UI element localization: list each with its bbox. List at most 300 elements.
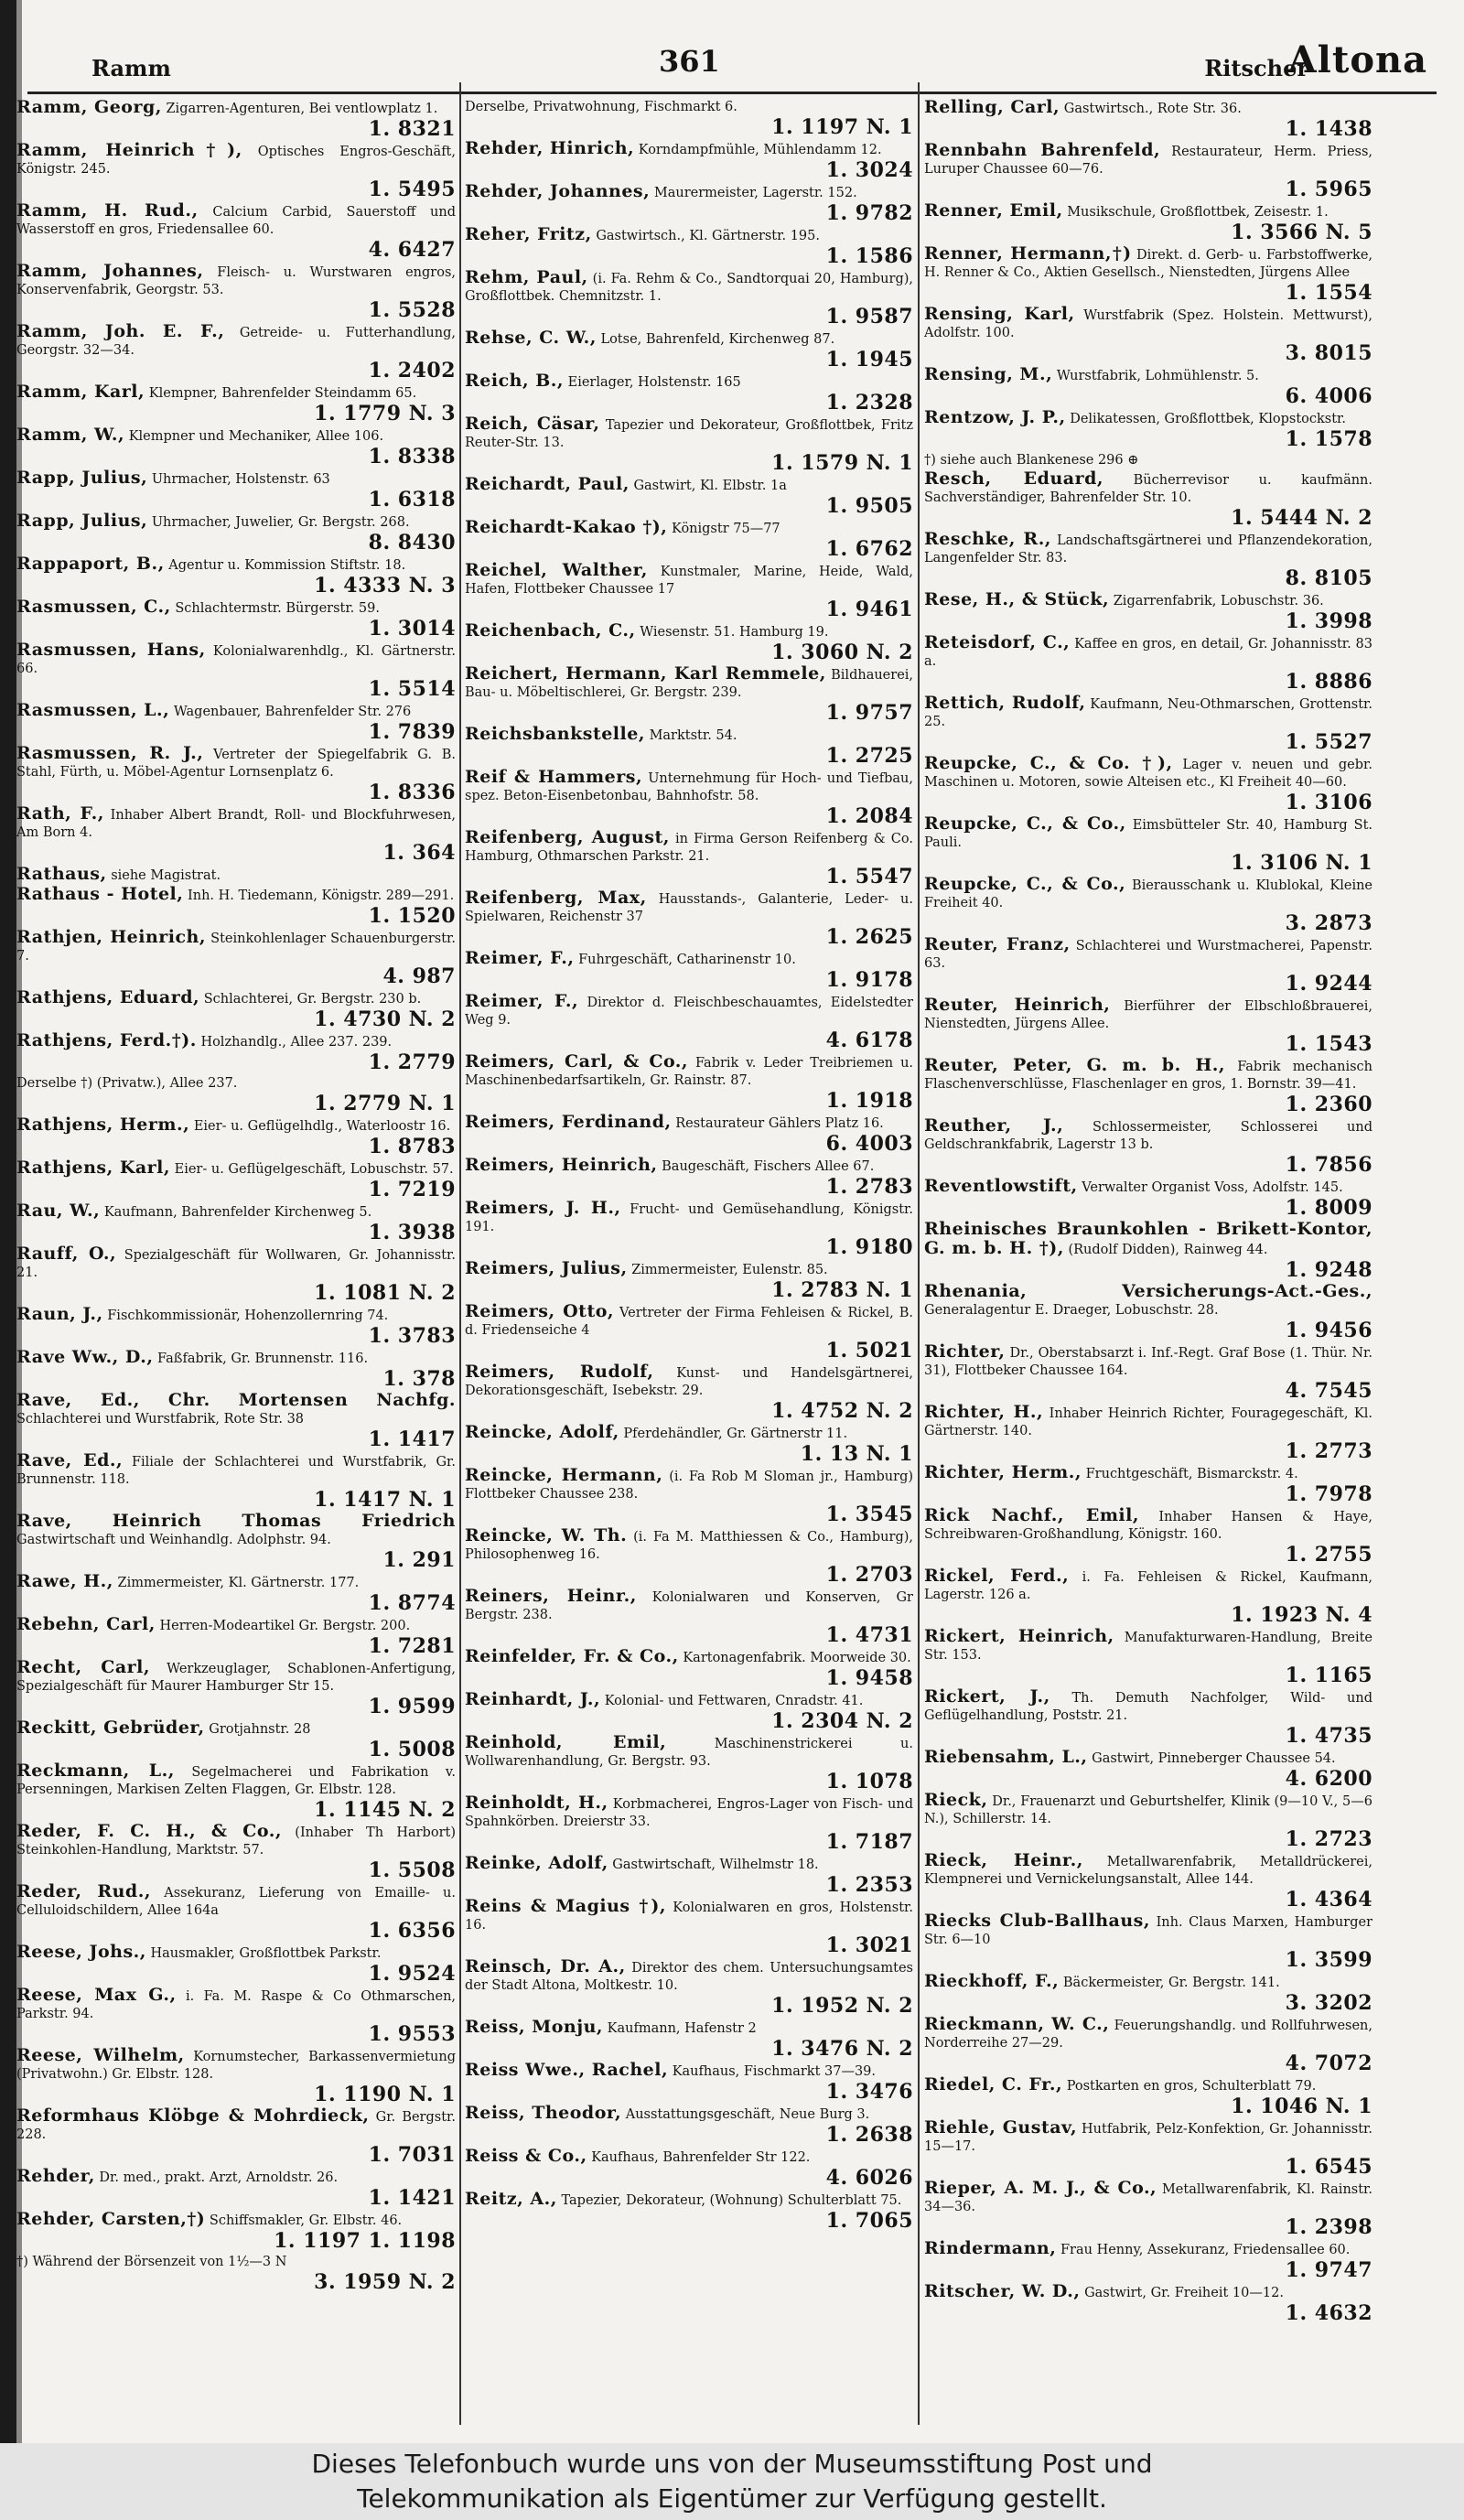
entry-description: Baugeschäft, Fischers Allee 67. (662, 1159, 875, 1174)
entry-phone-number: 1. 1046 N. 1 (1231, 2095, 1372, 2118)
entry-phone-number: 1. 3545 (825, 1502, 913, 1526)
entry-description: Marktstr. 54. (649, 728, 737, 743)
entry-phone-number: 1. 1586 (825, 244, 913, 268)
entry-name: Reimers, Julius, (465, 1258, 628, 1278)
directory-entry (465, 950, 913, 992)
directory-entry (16, 1075, 456, 1115)
entry-name: Recht, Carl, (16, 1657, 151, 1677)
entry-phone-number: 1. 5965 (1285, 178, 1372, 201)
entry-description: Wiesenstr. 51. Hamburg 19. (640, 625, 829, 640)
entry-phone-number: 1. 2398 (1285, 2215, 1372, 2239)
entry-name: Richter, Herm., (924, 1462, 1082, 1482)
directory-entry (465, 140, 913, 182)
entry-name: Renner, Emil, (924, 200, 1063, 221)
entry-description: Fleisch- u. Wurstwaren engros, Konservenfabrik, Georgstr. 53. (16, 265, 456, 297)
entry-description: Kunst- und Handelsgärtnerei, Dekorationsgeschäft, Isebekstr. 29. (465, 1366, 913, 1398)
entry-name: Relling, Carl, (924, 99, 1060, 117)
entry-name: Reichsbankstelle, (465, 724, 645, 744)
entry-name: Reventlowstift, (924, 1176, 1078, 1196)
directory-entry (16, 641, 456, 701)
entry-name: Reuter, Heinrich, (924, 995, 1111, 1015)
entry-phone-number: 1. 1417 N. 1 (314, 1488, 456, 1512)
entry-name: Rathaus - Hotel, (16, 884, 184, 904)
entry-phone-number: 1. 2402 (368, 359, 456, 382)
entry-name: Rathjens, Eduard, (16, 987, 200, 1007)
entry-phone-number: 4. 6200 (1285, 1767, 1372, 1791)
entry-description: Schlachtermstr. Bürgerstr. 59. (175, 601, 380, 616)
entry-name: Reiners, Heinr., (465, 1586, 637, 1606)
entry-name: Reupcke, C., & Co., (924, 813, 1126, 834)
directory-entry (924, 996, 1372, 1056)
directory-entry (16, 1349, 456, 1391)
entry-phone-number: 1. 5495 (368, 178, 456, 201)
entry-name: Ramm, Heinrich†), (16, 140, 242, 160)
entry-name: Resch, Eduard, (924, 468, 1103, 489)
entry-name: Richter, (924, 1341, 1006, 1362)
entry-description: Kunstmaler, Marine, Heide, Wald, Hafen, Flottbeker Chaussee 17 (465, 565, 913, 597)
entry-phone-number: 1. 9244 (1285, 972, 1372, 996)
entry-name: Ramm, Karl, (16, 382, 145, 402)
directory-entry (465, 1200, 913, 1259)
entry-phone-number: 3. 1959 N. 2 (314, 2270, 456, 2294)
entry-description: Eimsbütteler Str. 40, Hamburg St. Pauli. (924, 818, 1372, 850)
directory-entry (16, 886, 456, 928)
entry-phone-number: 1. 9461 (825, 598, 913, 621)
entry-name: Rehm, Paul, (465, 267, 588, 287)
header-rule (27, 92, 1437, 94)
footer-notice (0, 2443, 1464, 2520)
directory-entry (465, 2062, 913, 2104)
entry-name: Reiss, Theodor, (465, 2103, 622, 2123)
directory-entry (465, 889, 913, 949)
entry-phone-number: 1. 7856 (1285, 1153, 1372, 1177)
entry-name: Rennbahn Bahrenfeld, (924, 140, 1161, 160)
entry-description: Dr., Oberstabsarzt i. Inf.-Regt. Graf Bose (1. Thür. Nr. 31), Flottbeker Chaussee 164. (924, 1346, 1372, 1378)
directory-entry (16, 99, 456, 141)
entry-name: Reimers, Otto, (465, 1301, 615, 1321)
entry-description: Gastwirtsch., Rote Str. 36. (1063, 102, 1242, 116)
entry-phone-number: 1. 8321 (368, 117, 456, 141)
entry-description: Landschaftsgärtnerei und Pflanzendekoration, Langenfelder Str. 83. (924, 533, 1372, 565)
entry-description: Faßfabrik, Gr. Brunnenstr. 116. (157, 1352, 369, 1366)
header-first-entry: Ramm (92, 55, 171, 81)
entry-description: Gastwirtschaft und Weinhandlg. Adolphstr. 94. (16, 1533, 331, 1547)
directory-entry (16, 1616, 456, 1658)
entry-name: Riedel, C. Fr., (924, 2074, 1063, 2095)
entry-name: Rebehn, Carl, (16, 1614, 156, 1634)
directory-entry (16, 2168, 456, 2210)
directory-entry (16, 2254, 456, 2294)
entry-phone-number: 3. 2873 (1285, 911, 1372, 935)
directory-entry (16, 1245, 456, 1305)
entry-name: Rasmussen, C., (16, 597, 171, 617)
entry-phone-number: 1. 2625 (825, 925, 913, 949)
directory-entry (924, 142, 1372, 201)
directory-entry (924, 99, 1372, 141)
entry-name: Rehder, Carsten,†) (16, 2209, 206, 2229)
entry-phone-number: 1. 1081 N. 2 (314, 1281, 456, 1305)
entry-phone-number: 1. 9180 (825, 1235, 913, 1259)
directory-entry (924, 2240, 1372, 2282)
directory-entry (465, 1691, 913, 1733)
entry-description: Vertreter der Firma Fehleisen & Rickel, B. d. Friedenseiche 4 (465, 1306, 913, 1338)
entry-name: Rehder, (16, 2166, 95, 2186)
directory-entry (465, 226, 913, 268)
directory-entry (924, 409, 1372, 451)
entry-description: Fruchtgeschäft, Bismarckstr. 4. (1085, 1467, 1298, 1481)
entry-description: siehe Magistrat. (111, 868, 221, 883)
entry-phone-number: 1. 2725 (825, 744, 913, 768)
directory-entry (16, 1452, 456, 1512)
entry-name: Reher, Fritz, (465, 224, 592, 244)
entry-name: Reinsch, Dr. A., (465, 1956, 626, 1976)
entry-name: Reteisdorf, C., (924, 632, 1071, 652)
entry-description: Eier- u. Geflügelgeschäft, Lobuschstr. 57. (174, 1162, 454, 1177)
entry-name: Reiss Wwe., Rachel, (465, 2060, 669, 2080)
entry-description: Uhrmacher, Holstenstr. 63 (151, 472, 330, 487)
entry-phone-number: 1. 5528 (368, 298, 456, 322)
entry-phone-number: 1. 5514 (368, 677, 456, 701)
entry-description: Metallwarenfabrik, Kl. Rainstr. 34—36. (924, 2182, 1372, 2214)
entry-phone-number: 1. 1554 (1285, 281, 1372, 305)
entry-phone-number: 1. 2783 (825, 1175, 913, 1199)
entry-phone-number: 1. 2723 (1285, 1827, 1372, 1851)
entry-phone-number: 8. 8105 (1285, 566, 1372, 590)
entry-description: Zimmermeister, Eulenstr. 85. (631, 1263, 828, 1277)
header-last-entry: Ritscher (1204, 55, 1308, 81)
entry-description: Metallwarenfabrik, Metalldrückerei, Klempnerei und Vernickelungsanstalt, Allee 144. (924, 1855, 1372, 1887)
entry-name: Ritscher, W. D., (924, 2281, 1081, 2301)
entry-name: Rave, Ed., Chr. Mortensen Nachfg. (16, 1390, 456, 1410)
entry-phone-number: 1. 13 N. 1 (800, 1442, 913, 1466)
entry-name: Raun, J., (16, 1304, 103, 1324)
directory-entry (924, 470, 1372, 530)
entry-description: Getreide- u. Futterhandlung, Georgstr. 32—34. (16, 326, 456, 358)
directory-entry (16, 1823, 456, 1882)
entry-description: Schlachterei und Wurstfabrik, Rote Str. 38 (16, 1412, 305, 1427)
entry-phone-number: 1. 8774 (368, 1591, 456, 1615)
entry-name: Reincke, Adolf, (465, 1422, 619, 1442)
directory-entry (465, 1527, 913, 1587)
entry-phone-number: 1. 378 (382, 1367, 456, 1391)
entry-phone-number: 1. 1579 N. 1 (771, 451, 913, 475)
entry-name: Reins & Magius †), (465, 1896, 667, 1916)
entry-phone-number: 1. 1190 N. 1 (314, 2083, 456, 2106)
entry-name: Reichenbach, C., (465, 620, 636, 641)
directory-entry (924, 2119, 1372, 2179)
directory-entry (16, 1762, 456, 1822)
entry-description: Gastwirt, Kl. Elbstr. 1a (633, 479, 787, 493)
entry-phone-number: 1. 7978 (1285, 1482, 1372, 1506)
entry-description: Hausstands-, Galanterie, Leder- u. Spielwaren, Reichenstr 37 (465, 892, 913, 924)
entry-phone-number: 1. 2773 (1285, 1439, 1372, 1463)
directory-entry (924, 1852, 1372, 1912)
directory-entry (16, 1987, 456, 2046)
entry-phone-number: 1. 291 (382, 1548, 456, 1572)
entry-description: Zimmermeister, Kl. Gärtnerstr. 177. (117, 1576, 360, 1590)
directory-entry (924, 876, 1372, 935)
entry-description: Derselbe, Privatwohnung, Fischmarkt 6. (465, 100, 737, 114)
entry-description: Restaurateur, Herm. Priess, Luruper Chaussee 60—76. (924, 145, 1372, 177)
entry-phone-number: 1. 4731 (825, 1623, 913, 1647)
directory-entry (465, 1898, 913, 1957)
directory-entry (924, 366, 1372, 408)
entry-phone-number: 1. 1145 N. 2 (314, 1798, 456, 1822)
entry-phone-number: 1. 9178 (825, 968, 913, 992)
entry-name: Riehle, Gustav, (924, 2117, 1078, 2138)
directory-entry (924, 2180, 1372, 2239)
entry-name: Reimers, Rudolf, (465, 1362, 654, 1382)
directory-entry (465, 622, 913, 664)
directory-entry (465, 2019, 913, 2061)
entry-description: Filiale der Schlachterei und Wurstfabrik, Gr. Brunnenstr. 118. (16, 1455, 456, 1487)
directory-entry (16, 383, 456, 425)
entry-name: Reupcke, C., & Co. †), (924, 753, 1173, 773)
directory-entry (924, 1057, 1372, 1116)
entry-description: Frucht- und Gemüsehandlung, Königstr. 191. (465, 1202, 913, 1234)
entry-phone-number: 4. 6427 (368, 238, 456, 262)
directory-entry (16, 202, 456, 262)
directory-entry (16, 555, 456, 598)
column-divider (459, 82, 461, 2425)
directory-entry (924, 1283, 1372, 1342)
entry-description: Gastwirt, Gr. Freiheit 10—12. (1084, 2286, 1284, 2300)
entry-name: Reich, B., (465, 371, 564, 391)
entry-name: Reimers, Carl, & Co., (465, 1051, 689, 1072)
entry-phone-number: 1. 2084 (825, 804, 913, 828)
directory-entry (924, 1628, 1372, 1687)
directory-entry (16, 598, 456, 641)
entry-name: Rappaport, B., (16, 554, 165, 574)
directory-entry (924, 936, 1372, 996)
directory-entry (465, 1114, 913, 1156)
directory-entry (465, 1424, 913, 1466)
directory-entry (465, 769, 913, 828)
page-header (27, 35, 1437, 86)
entry-phone-number: 1. 6356 (368, 1919, 456, 1943)
entry-name: Rave Ww., D., (16, 1347, 154, 1367)
entry-phone-number: 1. 3021 (825, 1933, 913, 1957)
entry-description: Inhaber Albert Brandt, Roll- und Blockfuhrwesen, Am Born 4. (16, 808, 456, 840)
entry-description: Eierlager, Holstenstr. 165 (567, 375, 741, 390)
entry-phone-number: 1. 1578 (1285, 427, 1372, 451)
entry-phone-number: 1. 3106 N. 1 (1231, 851, 1372, 875)
entry-phone-number: 1. 5508 (368, 1858, 456, 1882)
directory-entry (16, 469, 456, 512)
entry-name: Rettich, Rudolf, (924, 693, 1086, 713)
entry-description: (Inhaber Th Harbort) Steinkohlen-Handlung, Marktstr. 57. (16, 1825, 456, 1858)
entry-name: Rave, Heinrich Thomas Friedrich (16, 1511, 456, 1531)
entry-phone-number: 1. 3014 (368, 617, 456, 641)
directory-entry (924, 591, 1372, 633)
entry-description: (i. Fa. Rehm & Co., Sandtorquai 20, Hamburg), Großflottbek. Chemnitzstr. 1. (465, 272, 913, 304)
entry-phone-number: 1. 7187 (825, 1830, 913, 1854)
entry-phone-number: 1. 1779 N. 3 (314, 402, 456, 425)
directory-entry (16, 512, 456, 555)
entry-name: Rathjens, Herm., (16, 1115, 190, 1135)
entry-description: Werkzeuglager, Schablonen-Anfertigung, Spezialgeschäft für Maurer Hamburger Str 15. (16, 1662, 456, 1694)
directory-entry (465, 372, 913, 415)
entry-name: Reinhardt, J., (465, 1689, 601, 1709)
directory-entry (465, 519, 913, 561)
directory-entry (465, 1794, 913, 1854)
entry-description: Frau Henny, Assekuranz, Friedensallee 60. (1060, 2243, 1351, 2257)
entry-description: Vertreter der Spiegelfabrik G. B. Stahl, Fürth, u. Möbel-Agentur Lornsenplatz 6. (16, 748, 456, 780)
entry-description: Dr. med., prakt. Arzt, Arnoldstr. 26. (99, 2170, 339, 2185)
entry-phone-number: 4. 7545 (1285, 1379, 1372, 1403)
entry-description: Assekuranz, Lieferung von Emaille- u. Celluloidschildern, Allee 164a (16, 1886, 456, 1918)
entry-name: Reifenberg, Max, (465, 888, 647, 908)
entry-phone-number: 1. 9458 (825, 1666, 913, 1690)
entry-name: Reupcke, C., & Co., (924, 874, 1126, 894)
entry-phone-number: 1. 9248 (1285, 1258, 1372, 1282)
entry-description: Musikschule, Großflottbek, Zeisestr. 1. (1067, 205, 1329, 220)
entry-phone-number: 1. 1197 1. 1198 (274, 2229, 456, 2253)
directory-entry (924, 531, 1372, 590)
entry-phone-number: 1. 3998 (1285, 609, 1372, 633)
directory-entry (16, 426, 456, 468)
entry-phone-number: 1. 1952 N. 2 (771, 1994, 913, 2018)
directory-entry (16, 1659, 456, 1718)
entry-name: Ramm, Joh. E. F., (16, 321, 225, 341)
entry-description: Calcium Carbid, Sauerstoff und Wasserstoff en gros, Friedensallee 60. (16, 205, 456, 237)
entry-phone-number: 1. 5021 (825, 1339, 913, 1362)
entry-name: Rindermann, (924, 2238, 1057, 2258)
entry-phone-number: 1. 3566 N. 5 (1231, 221, 1372, 244)
directory-entry (924, 815, 1372, 875)
directory-entry (465, 829, 913, 888)
entry-name: Reif & Hammers, (465, 767, 643, 787)
directory-entry (16, 2211, 456, 2253)
directory-entry (465, 2148, 913, 2190)
entry-phone-number: 1. 5008 (368, 1738, 456, 1761)
entry-phone-number: 1. 7219 (368, 1178, 456, 1201)
entry-description: Kornumstecher, Barkassenvermietung (Privatwohn.) Gr. Elbstr. 128. (16, 2050, 456, 2082)
entry-description: Holzhandlg., Allee 237. 239. (200, 1035, 393, 1050)
entry-name: Reuter, Franz, (924, 934, 1071, 954)
entry-description: Pferdehändler, Gr. Gärtnerstr 11. (623, 1427, 848, 1441)
entry-name: Rave, Ed., (16, 1450, 124, 1470)
entry-phone-number: 1. 1945 (825, 348, 913, 372)
entry-phone-number: 1. 8338 (368, 445, 456, 468)
entry-description: Klempner, Bahrenfelder Steindamm 65. (148, 386, 417, 401)
entry-phone-number: 1. 8336 (368, 781, 456, 804)
entry-phone-number: 1. 6318 (368, 488, 456, 512)
entry-phone-number: 1. 3599 (1285, 1948, 1372, 1972)
directory-entry (924, 634, 1372, 694)
entry-description: Uhrmacher, Juwelier, Gr. Bergstr. 268. (151, 515, 410, 530)
entry-phone-number: 3. 3202 (1285, 1991, 1372, 2015)
entry-name: Rathjen, Heinrich, (16, 927, 206, 947)
entry-phone-number: 1. 9747 (1285, 2258, 1372, 2282)
entry-description: Königstr 75—77 (672, 522, 780, 536)
directory-entry (465, 1467, 913, 1526)
directory-entry (465, 1958, 913, 2018)
entry-description: Bücherrevisor u. kaufmänn. Sachverständiger, Bahrenfelder Str. 10. (924, 473, 1372, 505)
directory-entry (465, 269, 913, 328)
entry-description: i. Fa. Fehleisen & Rickel, Kaufmann, Lagerstr. 126 a. (924, 1570, 1372, 1602)
entry-phone-number: 1. 8783 (368, 1135, 456, 1158)
directory-entry (924, 1749, 1372, 1791)
directory-entry (465, 99, 913, 139)
entry-description: Th. Demuth Nachfolger, Wild- und Geflügelhandlung, Poststr. 21. (924, 1691, 1372, 1723)
entry-phone-number: 1. 9553 (368, 2022, 456, 2046)
entry-description: Tapezier, Dekorateur, (Wohnung) Schulterblatt 75. (561, 2193, 902, 2208)
entry-phone-number: 1. 4333 N. 3 (314, 574, 456, 598)
directory-entry (924, 1973, 1372, 2015)
entry-name: Rau, W., (16, 1201, 101, 1221)
entry-description: Direkt. d. Gerb- u. Farbstoffwerke, H. Renner & Co., Aktien Gesellsch., Nienstedten, Jürgens Allee (924, 248, 1372, 280)
book-spine-shadow (0, 0, 16, 2443)
entry-name: Reder, F. C. H., & Co., (16, 1821, 282, 1841)
directory-entry (924, 1912, 1372, 1972)
entry-name: Reincke, W. Th. (465, 1525, 628, 1545)
entry-description: i. Fa. M. Raspe & Co Othmarschen, Parkstr. 94. (16, 1989, 456, 2021)
entry-phone-number: 1. 2638 (825, 2123, 913, 2147)
entry-description: Verwalter Organist Voss, Adolfstr. 145. (1082, 1180, 1343, 1195)
entry-description: Inh. Claus Marxen, Hamburger Str. 6—10 (924, 1915, 1372, 1947)
directory-entry (465, 665, 913, 725)
directory-entry (924, 1507, 1372, 1567)
entry-phone-number: 4. 987 (382, 964, 456, 988)
directory-entry (924, 1343, 1372, 1403)
entry-name: Rensing, M., (924, 364, 1053, 384)
entry-name: Rensing, Karl, (924, 304, 1075, 324)
entry-description: Agentur u. Kommission Stiftstr. 18. (168, 558, 406, 573)
entry-phone-number: 1. 4632 (1285, 2301, 1372, 2325)
entry-name: Reese, Johs., (16, 1942, 146, 1962)
directory-entry (16, 323, 456, 382)
entry-phone-number: 1. 1438 (1285, 117, 1372, 141)
entry-name: Rieckhoff, F., (924, 1971, 1060, 1991)
entry-description: Gastwirtschaft, Wilhelmstr 18. (612, 1858, 819, 1872)
entry-description: †) Während der Börsenzeit von 1½—3 N (16, 2255, 287, 2269)
entry-name: Rieck, (924, 1790, 988, 1810)
entry-name: Rath, F., (16, 803, 104, 824)
directory-entry (924, 306, 1372, 365)
directory-entry (924, 2283, 1372, 2325)
entry-description: Schlachterei und Wurstmacherei, Papenstr. 63. (924, 939, 1372, 971)
entry-name: Rieper, A. M. J., & Co., (924, 2178, 1157, 2198)
entry-name: Rhenania, Versicherungs-Act.-Ges., (924, 1281, 1372, 1301)
entry-name: Ramm, H. Rud., (16, 200, 199, 221)
entry-description: Maurermeister, Lagerstr. 152. (653, 186, 857, 200)
directory-entry (16, 745, 456, 804)
entry-description: Hausmakler, Großflottbek Parkstr. (150, 1946, 382, 1961)
directory-entry (924, 2016, 1372, 2075)
entry-phone-number: 1. 5527 (1285, 730, 1372, 754)
entry-description: Schlachterei, Gr. Bergstr. 230 b. (203, 992, 422, 1007)
entry-description: Spezialgeschäft für Wollwaren, Gr. Johannisstr. 21. (16, 1248, 456, 1280)
entry-name: Rauff, O., (16, 1244, 117, 1264)
directory-entry (16, 142, 456, 201)
entry-name: Reinholdt, H., (465, 1793, 608, 1813)
entry-phone-number: 1. 2755 (1285, 1543, 1372, 1567)
directory-entry (16, 1513, 456, 1572)
directory-entry (924, 1178, 1372, 1220)
entry-description: Zigarrenfabrik, Lobuschstr. 36. (1113, 594, 1324, 608)
entry-description: Delikatessen, Großflottbek, Klopstockstr. (1070, 412, 1346, 426)
directory-entry (16, 805, 456, 865)
entry-phone-number: 1. 1197 N. 1 (771, 115, 913, 139)
directory-entry (16, 1116, 456, 1158)
entry-name: Reuter, Peter, G. m. b. H., (924, 1055, 1226, 1075)
directory-entry (924, 452, 1372, 469)
entry-description: Grotjahnstr. 28 (209, 1722, 311, 1737)
directory-entry (465, 1855, 913, 1897)
entry-phone-number: 1. 1520 (368, 904, 456, 928)
entry-phone-number: 6. 4006 (1285, 384, 1372, 408)
